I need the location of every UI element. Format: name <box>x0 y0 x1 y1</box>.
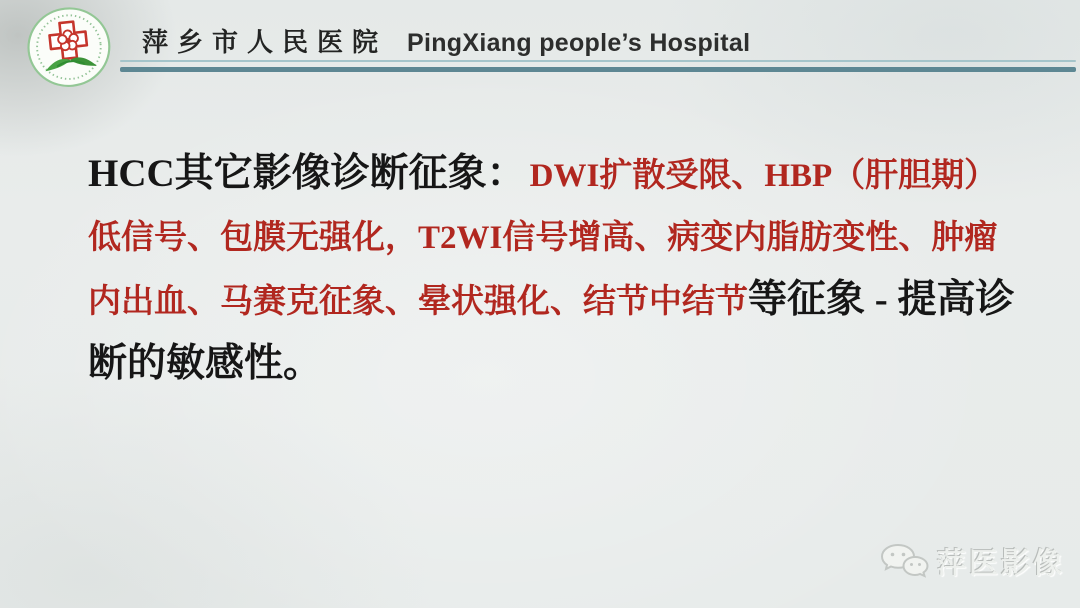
conclusion-text: 等征象 - 提高诊 <box>748 278 1015 321</box>
header-rule-thin <box>120 60 1076 62</box>
watermark-label: 萍医影像 <box>937 545 1066 580</box>
hospital-name-en: PingXiang people’s Hospital <box>407 29 751 57</box>
red-finding-text: 内出血、马赛克征象、晕状强化、结节中结节 <box>88 284 748 320</box>
header-rule-thick <box>120 67 1076 72</box>
body-line-1 <box>88 146 1080 210</box>
hospital-name-cn: 萍乡市人民医院 <box>142 28 388 58</box>
header-titles <box>142 22 750 59</box>
red-finding-text: 低信号、包膜无强化，T2WI信号增高、病变内脂肪变性、肿瘤 <box>88 220 998 256</box>
watermark <box>876 540 1065 582</box>
wechat-icon <box>876 540 930 582</box>
slide-body <box>88 146 1080 400</box>
body-line-3 <box>88 272 1080 336</box>
body-line-2 <box>88 210 1080 272</box>
red-finding-text: DWI扩散受限、HBP（肝胆期） <box>529 158 998 194</box>
hospital-logo <box>22 1 117 96</box>
body-line-4 <box>88 336 1080 400</box>
heading-text: HCC其它影像诊断征象： <box>88 152 526 195</box>
conclusion-text: 断的敏感性。 <box>88 342 323 385</box>
